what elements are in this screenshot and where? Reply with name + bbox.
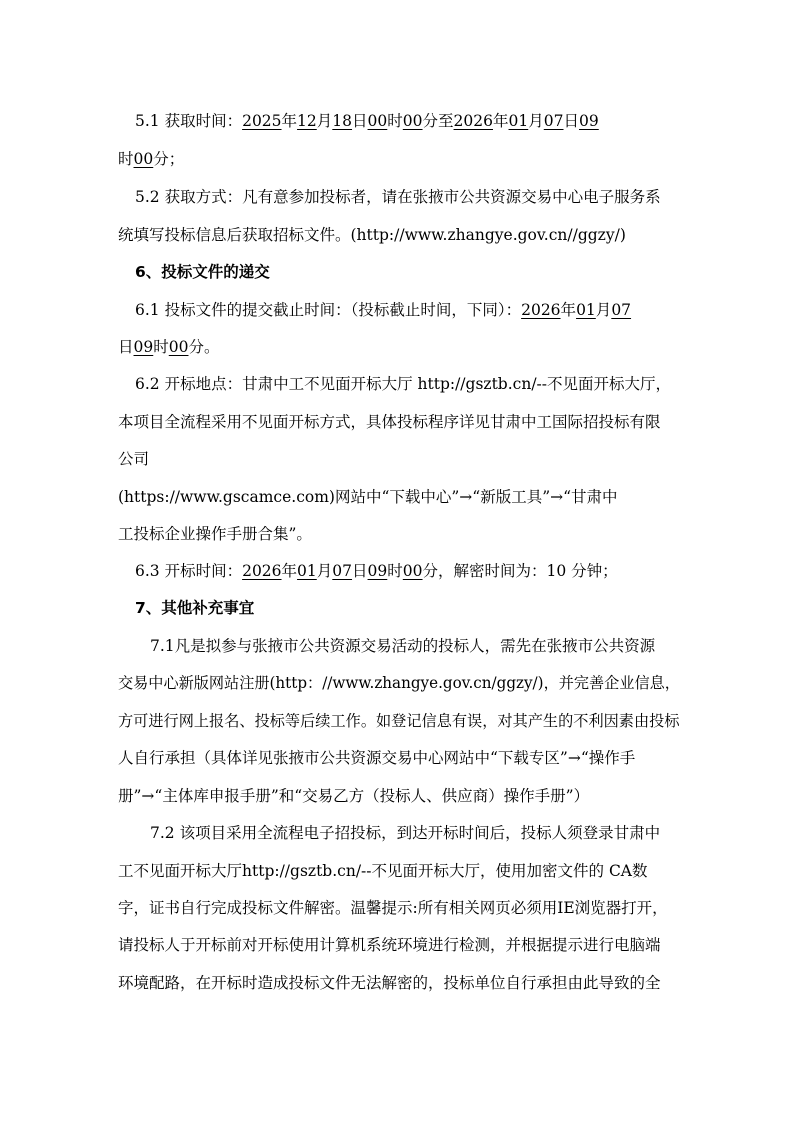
start-year: 2025 [242, 112, 282, 130]
open-day: 07 [332, 562, 353, 580]
min-to-word: 分至 [422, 112, 454, 130]
s72-line1: 7.2 该项目采用全流程电子招投标，到达开标时间后，投标人须登录甘肃中 [150, 824, 661, 842]
s51-label: 5.1 获取时间： [135, 112, 243, 130]
s71-line4: 人自行承担（具体详见张掖市公共资源交易中心网站中“下载专区”→“操作手 [118, 749, 636, 767]
s62-line2: 本项目全流程采用不见面开标方式，具体投标程序详见甘肃中工国际招投标有限 [118, 413, 661, 431]
start-month: 12 [297, 112, 317, 130]
year-word: 年 [281, 112, 298, 130]
s63-line [135, 561, 618, 581]
year-word: 年 [493, 112, 509, 130]
start-hour: 00 [367, 112, 388, 130]
s51-tail: 分； [153, 150, 185, 168]
month-word: 月 [316, 112, 333, 130]
day-word: 日 [352, 112, 368, 130]
s52-line1: 5.2 获取方式：凡有意参加投标者，请在张掖市公共资源交易中心电子服务系 [135, 188, 661, 206]
deadline-month: 01 [576, 301, 596, 319]
month-word: 月 [595, 301, 612, 319]
s72-line2: 工不见面开标大厅http://gsztb.cn/--不见面开标大厅，使用加密文件的 CA数 [118, 862, 648, 880]
s63-tail: 分，解密时间为：10 分钟； [422, 562, 618, 580]
s71-line3: 方可进行网上报名、投标等后续工作。如登记信息有误，对其产生的不利因素由投标 [118, 712, 680, 730]
s61-line1 [135, 300, 631, 320]
deadline-hour: 09 [133, 338, 154, 356]
s72-line4: 请投标人于开标前对开标使用计算机系统环境进行检测，并根据提示进行电脑端 [118, 936, 661, 954]
year-word: 年 [560, 301, 577, 319]
hour-word: 时 [387, 562, 403, 580]
month-word: 月 [528, 112, 544, 130]
end-month: 01 [508, 112, 529, 130]
end-hour: 09 [579, 112, 599, 130]
s62-line3: 公司 [118, 450, 150, 468]
deadline-min: 00 [168, 338, 189, 356]
section-6-heading: 6、投标文件的递交 [135, 263, 270, 281]
s61-line2 [118, 337, 220, 357]
start-day: 18 [332, 112, 353, 130]
s71-line5: 册”→“主体库申报手册”和“交易乙方（投标人、供应商）操作手册”） [118, 787, 590, 805]
day-word: 日 [352, 562, 368, 580]
day-word: 日 [118, 338, 134, 356]
hour-word: 时 [387, 112, 403, 130]
s72-line5: 环境配路，在开标时造成投标文件无法解密的，投标单位自行承担由此导致的全 [118, 974, 661, 992]
s61-label: 6.1 投标文件的提交截止时间：（投标截止时间，下同）： [135, 301, 522, 319]
s51-line2 [118, 149, 184, 169]
month-word: 月 [316, 562, 333, 580]
s62-line4: (https://www.gscamce.com)网站中“下载中心”→“新版工具”→“甘肃中 [118, 488, 618, 506]
end-year: 2026 [453, 112, 493, 130]
s51-line1 [135, 111, 599, 131]
deadline-day: 07 [611, 301, 632, 319]
open-hour: 09 [367, 562, 388, 580]
s71-line1: 7.1凡是拟参与张掖市公共资源交易活动的投标人，需先在张掖市公共资源 [150, 637, 656, 655]
start-min: 00 [402, 112, 423, 130]
end-day: 07 [543, 112, 564, 130]
s63-label: 6.3 开标时间： [135, 562, 243, 580]
deadline-year: 2026 [521, 301, 561, 319]
open-month: 01 [297, 562, 317, 580]
s62-line5: 工投标企业操作手册合集”。 [118, 525, 312, 543]
open-year: 2026 [242, 562, 282, 580]
end-min: 00 [133, 150, 154, 168]
hour-word: 时 [118, 150, 134, 168]
open-min: 00 [402, 562, 423, 580]
section-7-heading: 7、其他补充事宜 [135, 599, 255, 617]
year-word: 年 [281, 562, 298, 580]
s72-line3: 字，证书自行完成投标文件解密。温馨提示:所有相关网页必须用IE浏览器打开， [118, 899, 668, 917]
s62-line1: 6.2 开标地点：甘肃中工不见面开标大厅 http://gsztb.cn/--不见面开标大厅， [135, 375, 672, 393]
s52-line2: 统填写投标信息后获取招标文件。(http://www.zhangye.gov.cn//ggzy/) [118, 226, 626, 244]
hour-word: 时 [153, 338, 169, 356]
day-word: 日 [563, 112, 580, 130]
s71-line2: 交易中心新版网站注册(http：//www.zhangye.gov.cn/ggzy/)，并完善企业信息， [118, 674, 680, 692]
min-word: 分。 [188, 338, 220, 356]
